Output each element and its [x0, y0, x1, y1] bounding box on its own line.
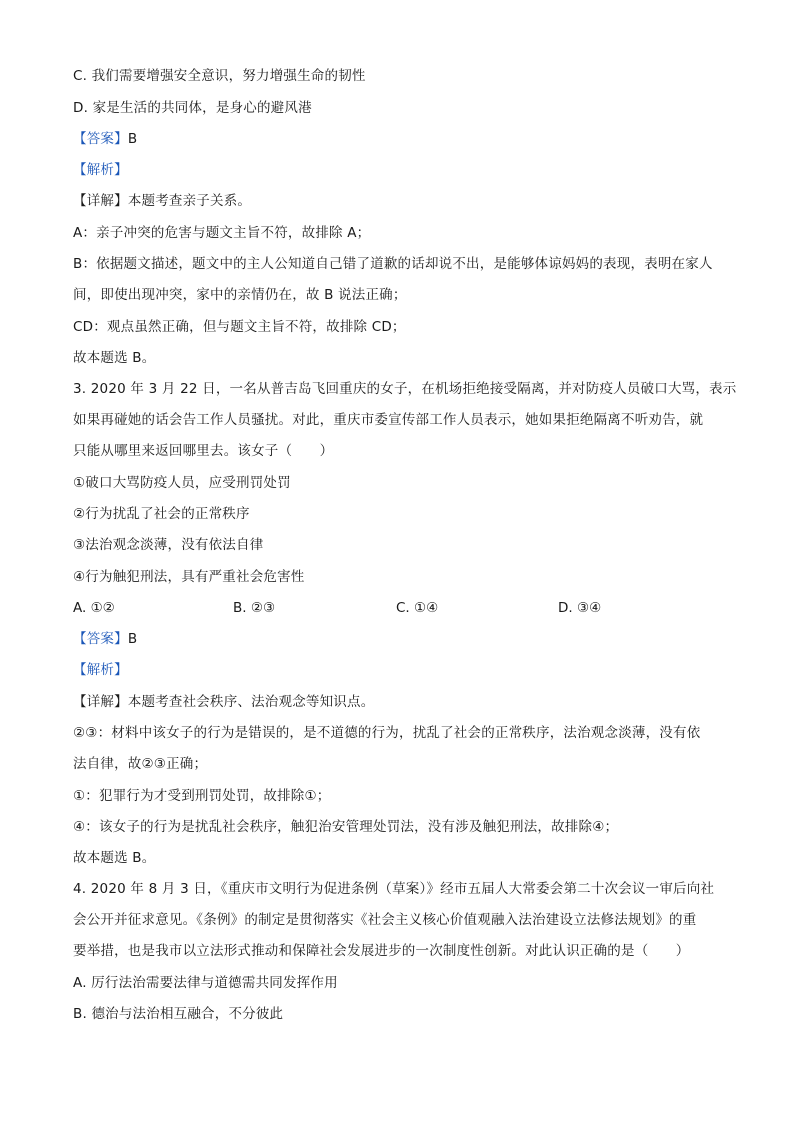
- statement: ③法治观念淡薄，没有依法自律: [73, 537, 264, 553]
- question-stem-line: 要举措，也是我市以立法形式推动和保障社会发展进步的一次制度性创新。对此认识正确的是（ ）: [73, 943, 690, 959]
- detail-row: [73, 191, 251, 211]
- answer-row: [73, 129, 137, 149]
- choice-a: A. ①②: [73, 600, 115, 616]
- explanation-line: B：依据题文描述，题文中的主人公知道自己错了道歉的话却说不出，是能够体谅妈妈的表现，表明在家人: [73, 256, 713, 272]
- detail-tag: 【详解】: [73, 193, 128, 209]
- explanation-line: 法自律，故②③正确；: [73, 756, 208, 772]
- choice-a: A. 厉行法治需要法律与道德需共同发挥作用: [73, 975, 338, 991]
- detail-text: 本题考查社会秩序、法治观念等知识点。: [127, 694, 375, 710]
- analysis-tag: 【解析】: [73, 162, 128, 178]
- statement: ②行为扰乱了社会的正常秩序: [73, 506, 250, 522]
- question-stem-line: 会公开并征求意见。《条例》的制定是贯彻落实《社会主义核心价值观融入法治建设立法修法规划》的重: [73, 912, 697, 928]
- statement: ④行为触犯刑法，具有严重社会危害性: [73, 569, 305, 585]
- answer-value: B: [127, 631, 138, 647]
- explanation-line: ②③：材料中该女子的行为是错误的，是不道德的行为，扰乱了社会的正常秩序，法治观念淡薄，没有依: [73, 725, 701, 741]
- choice-d: D. ③④: [558, 600, 602, 616]
- choice-b: B. ②③: [233, 600, 276, 616]
- answer-tag: 【答案】: [73, 631, 128, 647]
- question-stem-line: 4. 2020 年 8 月 3 日，《重庆市文明行为促进条例（草案）》经市五届人大常委会第二十次会议一审后向社: [73, 881, 715, 897]
- analysis-row: [73, 660, 128, 680]
- question-stem-line: 如果再碰她的话会告工作人员骚扰。对此，重庆市委宣传部工作人员表示，她如果拒绝隔离不听劝告，就: [73, 412, 704, 428]
- explanation-line: CD：观点虽然正确，但与题文主旨不符，故排除 CD；: [73, 319, 406, 335]
- explanation-line: ④：该女子的行为是扰乱社会秩序，触犯治安管理处罚法，没有涉及触犯刑法，故排除④；: [73, 819, 619, 835]
- option-c: C. 我们需要增强安全意识，努力增强生命的韧性: [73, 68, 366, 84]
- explanation-line: A：亲子冲突的危害与题文主旨不符，故排除 A；: [73, 225, 371, 241]
- question-stem-line: 3. 2020 年 3 月 22 日，一名从普吉岛飞回重庆的女子，在机场拒绝接受隔离，并对防疫人员破口大骂，表示: [73, 381, 737, 397]
- detail-text: 本题考查亲子关系。: [127, 193, 252, 209]
- explanation-line: 间，即使出现冲突，家中的亲情仍在，故 B 说法正确；: [73, 287, 407, 303]
- statement: ①破口大骂防疫人员，应受刑罚处罚: [73, 475, 291, 491]
- option-d: D. 家是生活的共同体，是身心的避风港: [73, 100, 312, 116]
- analysis-row: [73, 160, 128, 180]
- explanation-line: ①：犯罪行为才受到刑罚处罚，故排除①；: [73, 788, 331, 804]
- analysis-tag: 【解析】: [73, 662, 128, 678]
- answer-value: B: [127, 131, 138, 147]
- explanation-line: 故本题选 B。: [73, 850, 156, 866]
- choice-c: C. ①④: [396, 600, 439, 616]
- question-stem-line: 只能从哪里来返回哪里去。该女子（ ）: [73, 443, 334, 459]
- explanation-line: 故本题选 B。: [73, 350, 156, 366]
- detail-row: [73, 692, 374, 712]
- answer-row: [73, 629, 137, 649]
- choice-b: B. 德治与法治相互融合，不分彼此: [73, 1006, 284, 1022]
- detail-tag: 【详解】: [73, 694, 128, 710]
- answer-tag: 【答案】: [73, 131, 128, 147]
